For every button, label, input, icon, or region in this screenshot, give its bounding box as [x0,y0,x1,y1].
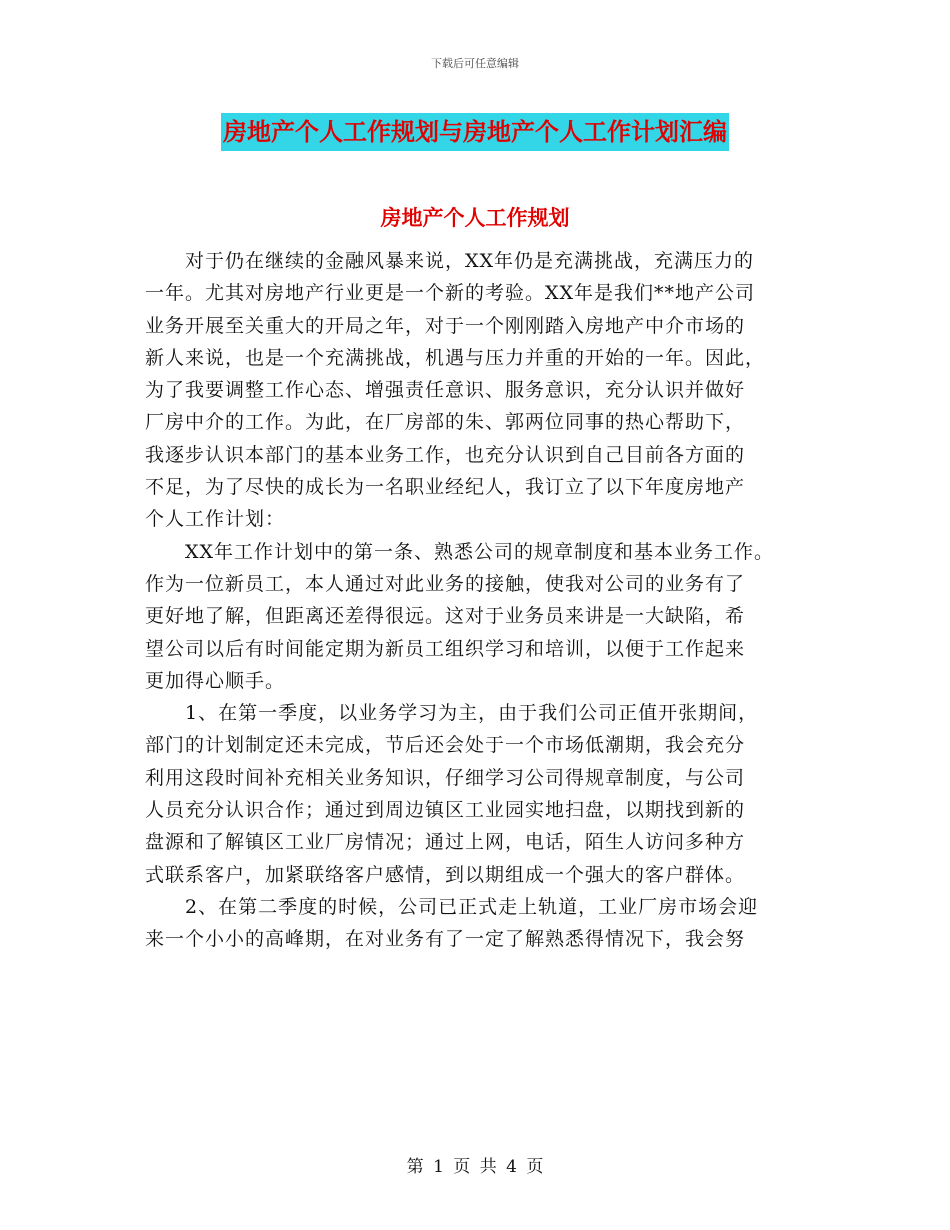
text-line: 2、在第二季度的时候，公司已正式走上轨道，工业厂房市场会迎 [185,895,759,918]
text-line: 盘源和了解镇区工业厂房情况；通过上网，电话，陌生人访问多种方 [145,831,746,854]
text-line: 1、在第一季度，以业务学习为主，由于我们公司正值开张期间， [185,702,759,725]
text-line: 更加得心顺手。 [145,669,286,692]
header-note: 下载后可任意编辑 [431,57,519,70]
document-title [0,110,950,151]
document-title-text: 房地产个人工作规划与房地产个人工作计划汇编 [221,113,729,151]
text-line: 一年。尤其对房地产行业更是一个新的考验。XX年是我们**地产公司 [145,282,756,305]
text-line: 式联系客户，加紧联络客户感情，到以期组成一个强大的客户群体。 [145,863,746,886]
section-title: 房地产个人工作规划 [380,206,570,230]
text-line: 更好地了解，但距离还差得很远。这对于业务员来讲是一大缺陷，希 [145,605,746,628]
text-line: 新人来说，也是一个充满挑战，机遇与压力并重的开始的一年。因此， [145,346,766,369]
text-line: 部门的计划制定还未完成，节后还会处于一个市场低潮期，我会充分 [145,734,746,757]
body-text [145,245,815,956]
text-line: 望公司以后有时间能定期为新员工组织学习和培训，以便于工作起来 [145,637,746,660]
text-line: 人员充分认识合作；通过到周边镇区工业园实地扫盘，以期找到新的 [145,799,746,822]
text-line: 对于仍在继续的金融风暴来说，XX年仍是充满挑战，充满压力的 [185,250,755,272]
page-footer: 第 1 页 共 4 页 [406,1157,544,1177]
text-line: 为了我要调整工作心态、增强责任意识、服务意识，充分认识并做好 [145,379,746,402]
text-line: 个人工作计划： [145,508,286,531]
text-line: 作为一位新员工，本人通过对此业务的接触，使我对公司的业务有了 [145,572,746,595]
text-line: 不足，为了尽快的成长为一名职业经纪人，我订立了以下年度房地产 [145,476,746,499]
text-line: 厂房中介的工作。为此，在厂房部的朱、郭两位同事的热心帮助下， [145,411,746,434]
text-line: 来一个小小的高峰期，在对业务有了一定了解熟悉得情况下，我会努 [145,928,746,951]
text-line: 我逐步认识本部门的基本业务工作，也充分认识到自己目前各方面的 [145,443,746,466]
text-line: 利用这段时间补充相关业务知识，仔细学习公司得规章制度，与公司 [145,766,746,789]
text-line: XX年工作计划中的第一条、熟悉公司的规章制度和基本业务工作。 [185,540,775,563]
text-line: 业务开展至关重大的开局之年，对于一个刚刚踏入房地产中介市场的 [145,314,746,337]
